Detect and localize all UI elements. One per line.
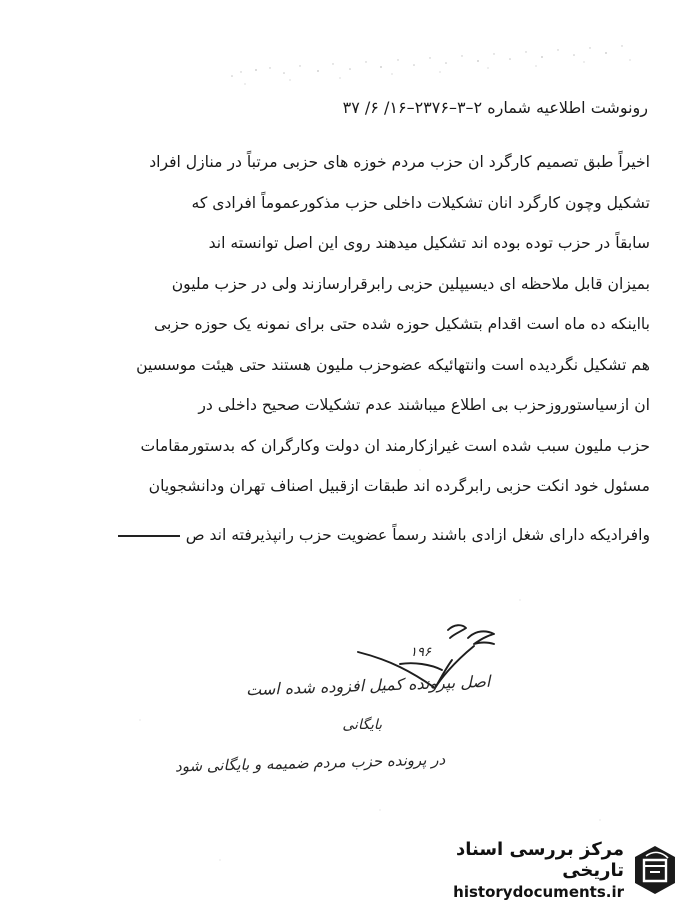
body-line-final-text: وافرادیکه دارای شغل ازادی باشند رسماً عضویت حزب رانپذیرفته اند ص [185,525,650,544]
body-line: سابقاً در حزب توده بوده اند تشکیل میدهند روی این اصل توانسته اند [208,234,650,252]
body-line: بااینکه ده ماه است اقدام بتشکیل حوزه شده حتی برای نمونه یک حوزه حزبی [153,315,650,333]
handwritten-note: بایگانی [342,717,382,733]
signature-number: ۱۹۶ [410,645,431,660]
body-line: تشکیل وچون کارگرد انان تشکیلات داخلی حزب مذکورعموماً افرادی که [191,193,650,212]
body-line: هم تشکیل نگردیده است وانتهائیکه عضوحزب ملیون هستند حتی هیئت موسسین [136,355,650,374]
body-line: ان ازسیاستوروزحزب بی اطلاع میباشند عدم تشکیلات صحیح داخلی در [198,396,650,414]
watermark [388,834,678,906]
body-line: بمیزان قابل ملاحظه ای دیسیپلین حزبی رابرقرارسازند ولی در حزب ملیون [171,274,650,293]
watermark-title: مرکز بررسی اسناد تاریخی [456,839,625,881]
handwritten-note: در پرونده حزب مردم ضمیمه و بایگانی شود [174,750,446,776]
watermark-url: historydocuments.ir [453,883,625,901]
document-header: رونوشت اطلاعیه شماره ۲–۳–۲۳۷۶–۱۶/ ۶/ ۳۷ [342,98,648,117]
body-line: حزب ملیون سبب شده است غیرازکارمند ان دولت وکارگران که بدستورمقامات [140,436,650,455]
watermark-text [388,839,624,901]
body-line: اخیراً طبق تصمیم کارگرد ان حزب مردم خوزه های حزبی مرتباً در منازل افراد [149,153,650,171]
handwritten-note: اصل بپرونده کمیل افزوده شده است [245,671,491,700]
archive-logo-icon [632,844,678,896]
body-line: مسئول خود انکت حزبی رابرگرده اند طبقات ازقبیل اصناف تهران ودانشجویان [148,477,650,495]
